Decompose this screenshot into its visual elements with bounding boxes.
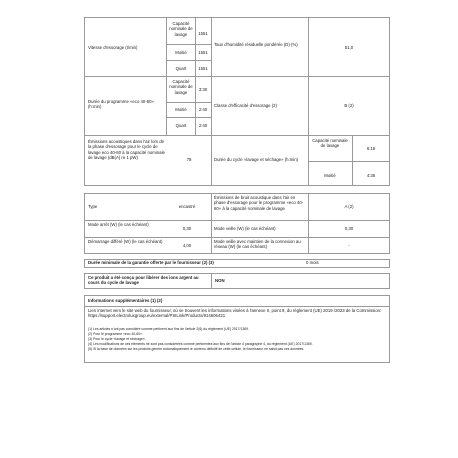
type-label: Type [88, 204, 98, 209]
noise-class-value: A (2) [344, 204, 354, 209]
off-mode-value: 0,30 [182, 226, 192, 231]
footnote: (4) Les modifications de ces éléments ne sont pas considérées comme pertinentes aux fins de l'article 4 paragraphe 4, du règlement (UE) 2017/1369. [88, 342, 313, 346]
off-mode-label: Mode arrêt (W) (le cas échéant) [88, 222, 149, 227]
programme-duration-label: Durée du programme «eco 40-60» (h:min) [88, 99, 154, 110]
duration-mode-label: Capacité nominale de lavage [169, 79, 193, 95]
spin-class-label: Classe d'efficacité d'essorage (2) [214, 103, 277, 108]
spin-speed-value: 1551 [198, 66, 208, 71]
duration-mode-label: Moitié [175, 107, 187, 112]
noise-class-label: Émissions de bruit acoustique dans l'air en phase d'essorage pour le programme «eco 40-60» à la capacité nominale de lavage [214, 195, 304, 211]
guarantee-label: Durée minimale de la garantie offerte par le fournisseur (2) (3) [88, 260, 214, 265]
silver-ions-label: Ce produit a été conçu pour libérer des ions argent au cours du cycle de lavage [88, 275, 199, 286]
noise-emission-value: 78 [186, 157, 192, 162]
silver-ions-value: NON [215, 278, 225, 283]
additional-info-title: Informations supplémentaires (1) (2) [88, 298, 163, 303]
networked-standby-label: Mode veille avec maintien de la connexion au réseau (W) (le cas échéant) [214, 239, 301, 250]
cycle-mode-label: Moitié [324, 173, 336, 178]
spin-speed-value: 1551 [198, 31, 208, 36]
guarantee-value: 0 mois [306, 260, 319, 265]
spin-speed-mode-label: Quart [175, 66, 187, 71]
standby-mode-label: Mode veille (W) (le cas échéant) [214, 226, 276, 231]
cycle-duration-value: 6:15 [366, 146, 376, 151]
cycle-duration-label: Durée du cycle «lavage et séchage» (h:min) [214, 157, 299, 162]
type-value: encastré [178, 204, 196, 209]
spin-speed-mode-label: Moitié [175, 50, 187, 55]
duration-value: 2:40 [198, 123, 208, 128]
duration-value: 2:40 [198, 107, 208, 112]
spin-speed-label: Vitesse d'essorage (t/min) [88, 45, 138, 50]
duration-value: 3:30 [198, 87, 208, 92]
standby-mode-value: 0,30 [344, 226, 354, 231]
footnote: (5) Si la base de données sur les produits génère automatiquement le contenu définitif de cette cellule, le fournisseur ne saisit pas ces données. [88, 347, 305, 351]
delay-start-value: 4,00 [182, 243, 192, 248]
additional-info-text: Lien internet vers le site web du fournisseur, où se trouvent les informations visées à l'annexe II, point 9, du règlement (UE) 2019 /2023 de la Commission: https://support.electroluxgroup.eu/external/PSILink/Products/914606421 [88, 308, 382, 319]
spin-speed-mode-label: Capacité nominale de lavage [169, 21, 193, 37]
noise-emission-label: Émissions acoustiques dans l'air lors de la phase d'essorage pour le cycle de lavage eco 40-60 à la capacité nominale de lavage (dB(A) re 1 pW) [88, 139, 165, 161]
footnote: (1) Les articles n'ont pas considéré comme pertinent aux fins de l'article 2(6) du règlement (UE) 2017/1369. [88, 327, 249, 331]
footnote: (3) Pour le cycle «lavage et séchage». [88, 337, 146, 341]
networked-standby-value: - [348, 243, 350, 248]
cycle-duration-value: 4:35 [366, 173, 376, 178]
footnote: (2) Pour le programme «eco 40-60». [88, 332, 143, 336]
duration-mode-label: Quart [175, 123, 187, 128]
cycle-mode-label: Capacité nominale de lavage [312, 138, 348, 149]
spin-class-value: B (2) [344, 103, 354, 108]
delay-start-label: Démarrage différé (W) (le cas échéant) [88, 239, 163, 244]
residual-humidity-label: Taux d'humidité résiduelle pondérée (D) (%) [214, 42, 298, 47]
spin-speed-value: 1551 [198, 50, 208, 55]
residual-humidity-value: 51,0 [344, 45, 354, 50]
